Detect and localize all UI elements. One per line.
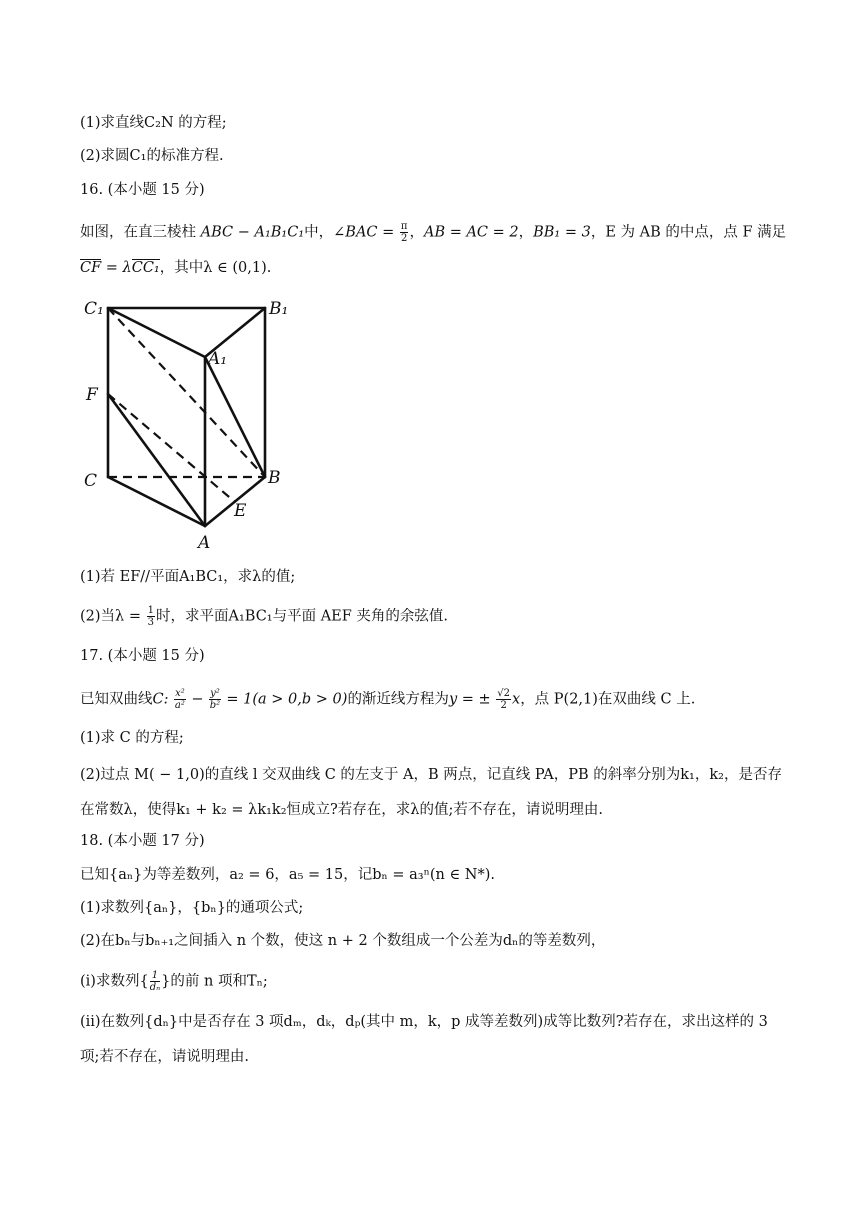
label-a: A [198,533,211,553]
q16-bb1: BB₁ = 3 [533,224,591,241]
q18-recip-den: dₙ [149,982,161,993]
label-c: C [84,471,98,491]
q17-hyp-rest: = 1(a > 0,b > 0) [221,691,348,708]
q18-part2-ii-line1: (ⅱ)在数列{dₙ}中是否存在 3 项dₘ，dₖ，dₚ(其中 m，k，p 成等差数列)成等比数列?若存在，求出这样的 3 [80,1014,768,1030]
q17-asym-y: y = ± [448,691,491,708]
q17-sqrt2: √2 [497,688,510,699]
q16-intro-c: ， [409,224,424,241]
q16-angle-den: 2 [400,233,408,244]
q16-part2-a: (2)当λ = [80,608,141,625]
label-f: F [86,385,98,405]
q17-minus: − [186,691,209,708]
q16-eq-lambda: = λ [101,260,132,276]
q17-x2: x² [175,688,185,699]
q18-recip-num: 1 [150,970,160,982]
label-b1: B₁ [269,299,289,319]
q16-lambda-fraction [147,605,155,628]
q16-angle: ∠BAC = [333,224,395,241]
q16-ab-ac: AB = AC = 2 [423,224,519,241]
label-e: E [234,501,247,521]
edge-f-a [108,394,205,526]
q16-prism: ABC − A₁B₁C₁ [200,224,305,241]
q18-part2-ii-line2: 项;若不存在，请说明理由. [80,1049,249,1065]
q16-part2 [80,605,448,628]
dashed-c1-b [108,308,265,477]
q17-part2-line1: (2)过点 M( − 1,0)的直线 l 交双曲线 C 的左支于 A，B 两点，记直线 PA，PB 的斜率分别为k₁，k₂，是否存 [80,767,782,783]
q17-intro-a: 已知双曲线 [80,691,153,708]
q16-vector-cc1: CC₁ [131,260,160,276]
q16-angle-fraction [400,221,409,244]
edge-c1-a1 [108,308,205,357]
prism-figure [80,292,300,554]
q17-hyp-c: C: [152,691,169,708]
q17-heading: 17. (本小题 15 分) [80,648,205,664]
q17-intro-b: 的渐近线方程为 [347,691,449,708]
q17-sqrt-fraction [496,688,511,711]
q18-part2: (2)在bₙ与bₙ₊₁之间插入 n 个数，使这 n + 2 个数组成一个公差为dₙ的等差数列， [80,933,606,949]
label-a1: A₁ [208,349,228,369]
q18-heading: 18. (本小题 17 分) [80,833,205,849]
q17-intro [80,688,695,711]
q16-cond-text: ，其中λ ∈ (0,1). [159,260,272,276]
q17-a2: a² [174,700,185,711]
q18-intro: 已知{aₙ}为等差数列，a₂ = 6，a₅ = 15，记bₙ = a₃ⁿ(n ∈ N*). [80,867,495,883]
q16-intro-a: 如图，在直三棱柱 [80,224,196,241]
q16-lambda-num: 1 [147,605,154,616]
q17-b2: b² [209,700,221,711]
q17-frac-x [174,688,186,711]
q18-i-b: }的前 n 项和Tₙ; [161,973,268,990]
q18-part1: (1)求数列{aₙ}，{bₙ}的通项公式; [80,900,304,916]
q17-frac-y [209,688,221,711]
q16-intro [80,221,786,244]
q18-part2-i [80,970,268,993]
q18-i-a: (ⅰ)求数列{ [80,973,149,990]
q16-part1: (1)若 EF//平面A₁BC₁，求λ的值; [80,569,296,585]
q16-intro-d: ， [518,224,534,241]
q17-sqrt-den: 2 [500,700,507,711]
label-c1: C₁ [84,299,104,319]
q17-asym-x: x [512,691,521,708]
q17-intro-c: ，点 P(2,1)在双曲线 C 上. [520,691,696,708]
q15-part2: (2)求圆C₁的标准方程. [80,148,224,164]
edge-c-a [108,477,205,526]
q17-y2: y² [210,688,220,699]
q16-intro-b: 中， [304,224,334,241]
q16-condition [80,258,271,278]
q15-part1: (1)求直线C₂N 的方程; [80,115,227,131]
q16-angle-num: π [400,221,408,232]
q16-intro-e: ，E 为 AB 的中点，点 F 满足 [590,224,787,241]
label-b: B [268,468,281,488]
q17-part1: (1)求 C 的方程; [80,730,184,746]
q16-part2-b: 时，求平面A₁BC₁与平面 AEF 夹角的余弦值. [155,608,449,625]
q17-part2-line2: 在常数λ，使得k₁ + k₂ = λk₁k₂恒成立?若存在，求λ的值;若不存在，请说明理由. [80,802,603,818]
q18-recip-fraction [150,970,160,993]
q16-heading: 16. (本小题 15 分) [80,182,205,198]
edge-a1-b [205,357,265,477]
q16-vector-cf: CF [80,260,102,276]
q16-lambda-den: 3 [147,617,154,628]
